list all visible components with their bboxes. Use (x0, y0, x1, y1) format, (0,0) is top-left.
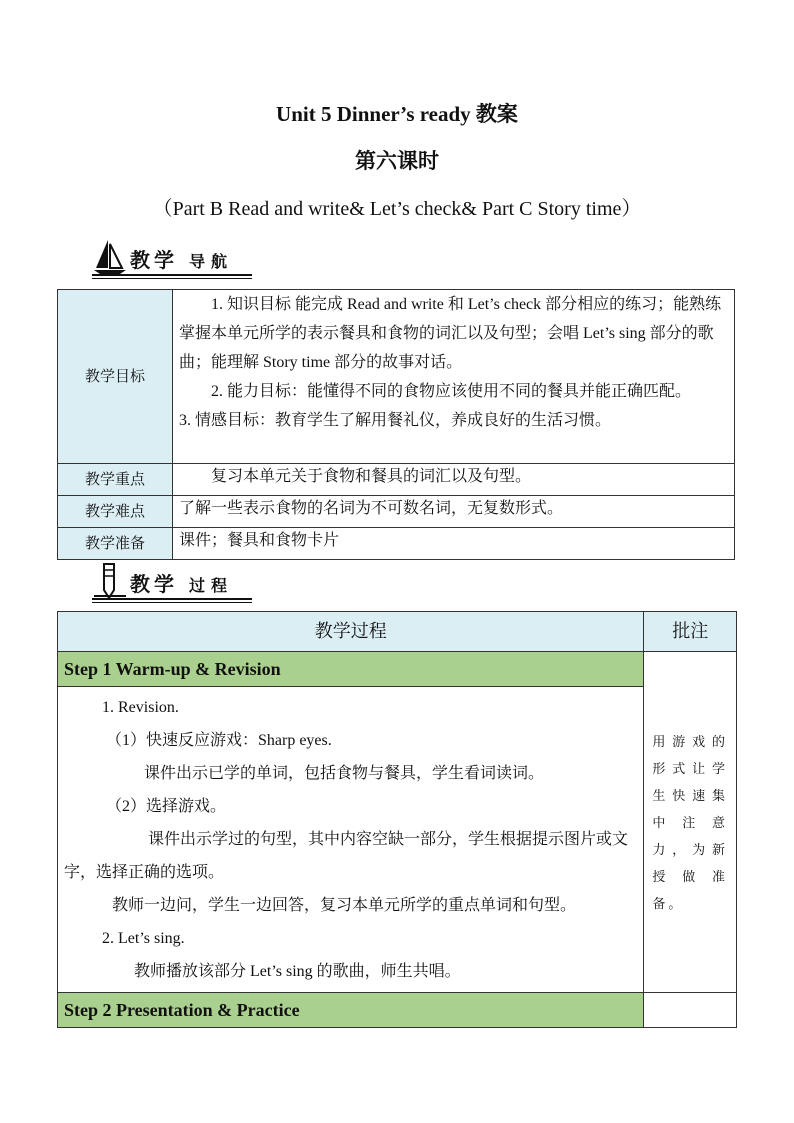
step1-line: 课件出示已学的单词，包括食物与餐具，学生看词读词。 (144, 765, 545, 782)
nav-banner (92, 236, 262, 282)
step1-title: Step 1 Warm-up & Revision (58, 652, 644, 687)
nav-banner-big: 教学 (130, 248, 178, 272)
lesson-number: 第六课时 (355, 149, 439, 173)
step1-line: （2）选择游戏。 (106, 798, 227, 815)
difficulty-text: 了解一些表示食物的名词为不可数名词，无复数形式。 (173, 496, 735, 528)
step1-note: 用游戏的形式让学生快速集中注意力，为新授做准备。 (644, 652, 737, 993)
step1-body (58, 687, 644, 993)
step1-line: 2. Let’s sing. (102, 930, 185, 947)
process-table (57, 611, 737, 1028)
step1-line: 教师播放该部分 Let’s sing 的歌曲，师生共唱。 (134, 963, 461, 980)
key-point-label: 教学重点 (58, 464, 173, 496)
process-banner (92, 560, 262, 606)
goals-table (57, 289, 735, 560)
nav-banner-small: 导航 (188, 252, 233, 271)
step1-line: （1）快速反应游戏：Sharp eyes. (106, 732, 332, 749)
goal-knowledge: 1. 知识目标 能完成 Read and write 和 Let’s check 部分相应的练习；能熟练掌握本单元所学的表示餐具和食物的词汇以及句型；会唱 Let’s sing 部分的歌曲；能理解 Story time 部分的故事对话。 (179, 296, 722, 371)
goal-emotion: 3. 情感目标：教育学生了解用餐礼仪，养成良好的生活习惯。 (179, 412, 612, 429)
lesson-parts: （Part B Read and write& Let’s check& Part C Story time） (152, 198, 642, 220)
step1-line: 教师一边问，学生一边回答，复习本单元所学的重点单词和句型。 (112, 897, 577, 914)
process-banner-small: 过程 (188, 576, 233, 595)
process-banner-big: 教学 (130, 572, 178, 596)
pencil-icon (92, 560, 128, 600)
step1-line: 1. Revision. (102, 699, 179, 716)
step2-title: Step 2 Presentation & Practice (58, 993, 644, 1028)
goal-content (173, 290, 735, 464)
step2-note (644, 993, 737, 1028)
step1-line: 课件出示学过的句型，其中内容空缺一部分，学生根据提示图片或文字，选择正确的选项。 (64, 831, 629, 881)
process-header: 教学过程 (58, 612, 644, 652)
document-title: Unit 5 Dinner’s ready 教案 (276, 102, 518, 126)
goal-ability: 2. 能力目标：能懂得不同的食物应该使用不同的餐具并能正确匹配。 (211, 383, 692, 400)
sailboat-icon (92, 236, 128, 276)
difficulty-label: 教学难点 (58, 496, 173, 528)
note-header: 批注 (644, 612, 737, 652)
goal-label: 教学目标 (58, 290, 173, 464)
preparation-text: 课件；餐具和食物卡片 (173, 528, 735, 560)
preparation-label: 教学准备 (58, 528, 173, 560)
key-point-text: 复习本单元关于食物和餐具的词汇以及句型。 (173, 464, 735, 496)
